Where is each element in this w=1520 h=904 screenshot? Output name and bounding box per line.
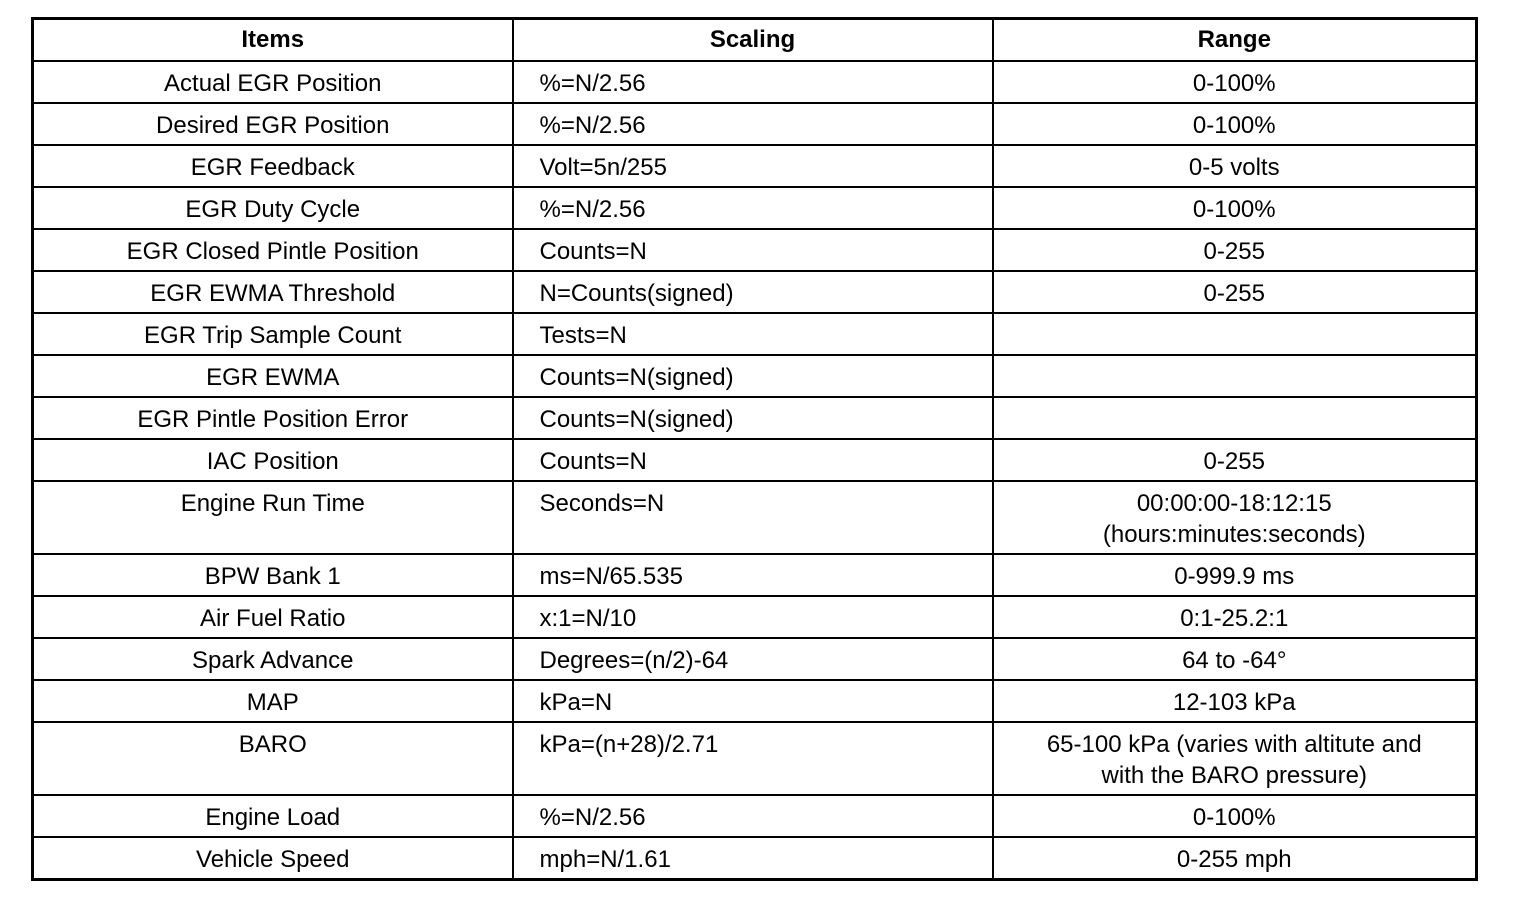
table-row — [33, 439, 1477, 481]
table-row — [33, 103, 1477, 145]
range-cell: 0-255 mph — [993, 837, 1477, 880]
scaling-cell: Degrees=(n/2)-64 — [513, 638, 993, 680]
item-cell: BPW Bank 1 — [33, 554, 513, 596]
item-cell: MAP — [33, 680, 513, 722]
table-row — [33, 722, 1477, 795]
range-cell: 0-100% — [993, 103, 1477, 145]
range-cell: 0-5 volts — [993, 145, 1477, 187]
scaling-cell: %=N/2.56 — [513, 795, 993, 837]
range-cell: 0-255 — [993, 229, 1477, 271]
range-cell: 64 to -64° — [993, 638, 1477, 680]
range-cell: 0:1-25.2:1 — [993, 596, 1477, 638]
item-cell: Engine Run Time — [33, 481, 513, 554]
range-cell: 0-255 — [993, 271, 1477, 313]
item-cell: EGR Feedback — [33, 145, 513, 187]
item-cell: Desired EGR Position — [33, 103, 513, 145]
scaling-cell: %=N/2.56 — [513, 61, 993, 103]
scaling-cell: %=N/2.56 — [513, 103, 993, 145]
range-cell: 00:00:00-18:12:15 (hours:minutes:seconds) — [993, 481, 1477, 554]
table-row — [33, 187, 1477, 229]
scaling-cell: %=N/2.56 — [513, 187, 993, 229]
scaling-range-table — [31, 17, 1478, 881]
scaling-cell: Counts=N — [513, 439, 993, 481]
scaling-cell: ms=N/65.535 — [513, 554, 993, 596]
scaling-cell: N=Counts(signed) — [513, 271, 993, 313]
scaling-cell: x:1=N/10 — [513, 596, 993, 638]
table-row — [33, 795, 1477, 837]
table-row — [33, 313, 1477, 355]
item-cell: BARO — [33, 722, 513, 795]
table-row — [33, 680, 1477, 722]
range-cell: 0-255 — [993, 439, 1477, 481]
header-row — [33, 19, 1477, 62]
item-cell: EGR Duty Cycle — [33, 187, 513, 229]
item-cell: Air Fuel Ratio — [33, 596, 513, 638]
range-cell: 0-100% — [993, 795, 1477, 837]
range-cell: 0-100% — [993, 187, 1477, 229]
table-row — [33, 271, 1477, 313]
range-cell: 0-999.9 ms — [993, 554, 1477, 596]
item-cell: Vehicle Speed — [33, 837, 513, 880]
scaling-cell: kPa=(n+28)/2.71 — [513, 722, 993, 795]
table-row — [33, 355, 1477, 397]
scaling-cell: Counts=N — [513, 229, 993, 271]
table-row — [33, 638, 1477, 680]
scaling-cell: kPa=N — [513, 680, 993, 722]
item-cell: Engine Load — [33, 795, 513, 837]
item-cell: IAC Position — [33, 439, 513, 481]
header-scaling: Scaling — [513, 19, 993, 62]
scaling-cell: Counts=N(signed) — [513, 397, 993, 439]
table-row — [33, 481, 1477, 554]
header-range: Range — [993, 19, 1477, 62]
scaling-cell: Seconds=N — [513, 481, 993, 554]
table-row — [33, 596, 1477, 638]
scaling-cell: mph=N/1.61 — [513, 837, 993, 880]
table-row — [33, 837, 1477, 880]
range-cell — [993, 313, 1477, 355]
item-cell: Spark Advance — [33, 638, 513, 680]
range-cell — [993, 355, 1477, 397]
table-row — [33, 61, 1477, 103]
item-cell: EGR Closed Pintle Position — [33, 229, 513, 271]
scaling-cell: Counts=N(signed) — [513, 355, 993, 397]
range-cell — [993, 397, 1477, 439]
header-items: Items — [33, 19, 513, 62]
item-cell: EGR Trip Sample Count — [33, 313, 513, 355]
item-cell: Actual EGR Position — [33, 61, 513, 103]
table-row — [33, 397, 1477, 439]
table-row — [33, 554, 1477, 596]
table-row — [33, 229, 1477, 271]
range-cell: 12-103 kPa — [993, 680, 1477, 722]
range-cell: 0-100% — [993, 61, 1477, 103]
item-cell: EGR EWMA Threshold — [33, 271, 513, 313]
item-cell: EGR Pintle Position Error — [33, 397, 513, 439]
scaling-cell: Volt=5n/255 — [513, 145, 993, 187]
range-cell: 65-100 kPa (varies with altitute and with the BARO pressure) — [993, 722, 1477, 795]
scaling-cell: Tests=N — [513, 313, 993, 355]
table-row — [33, 145, 1477, 187]
item-cell: EGR EWMA — [33, 355, 513, 397]
